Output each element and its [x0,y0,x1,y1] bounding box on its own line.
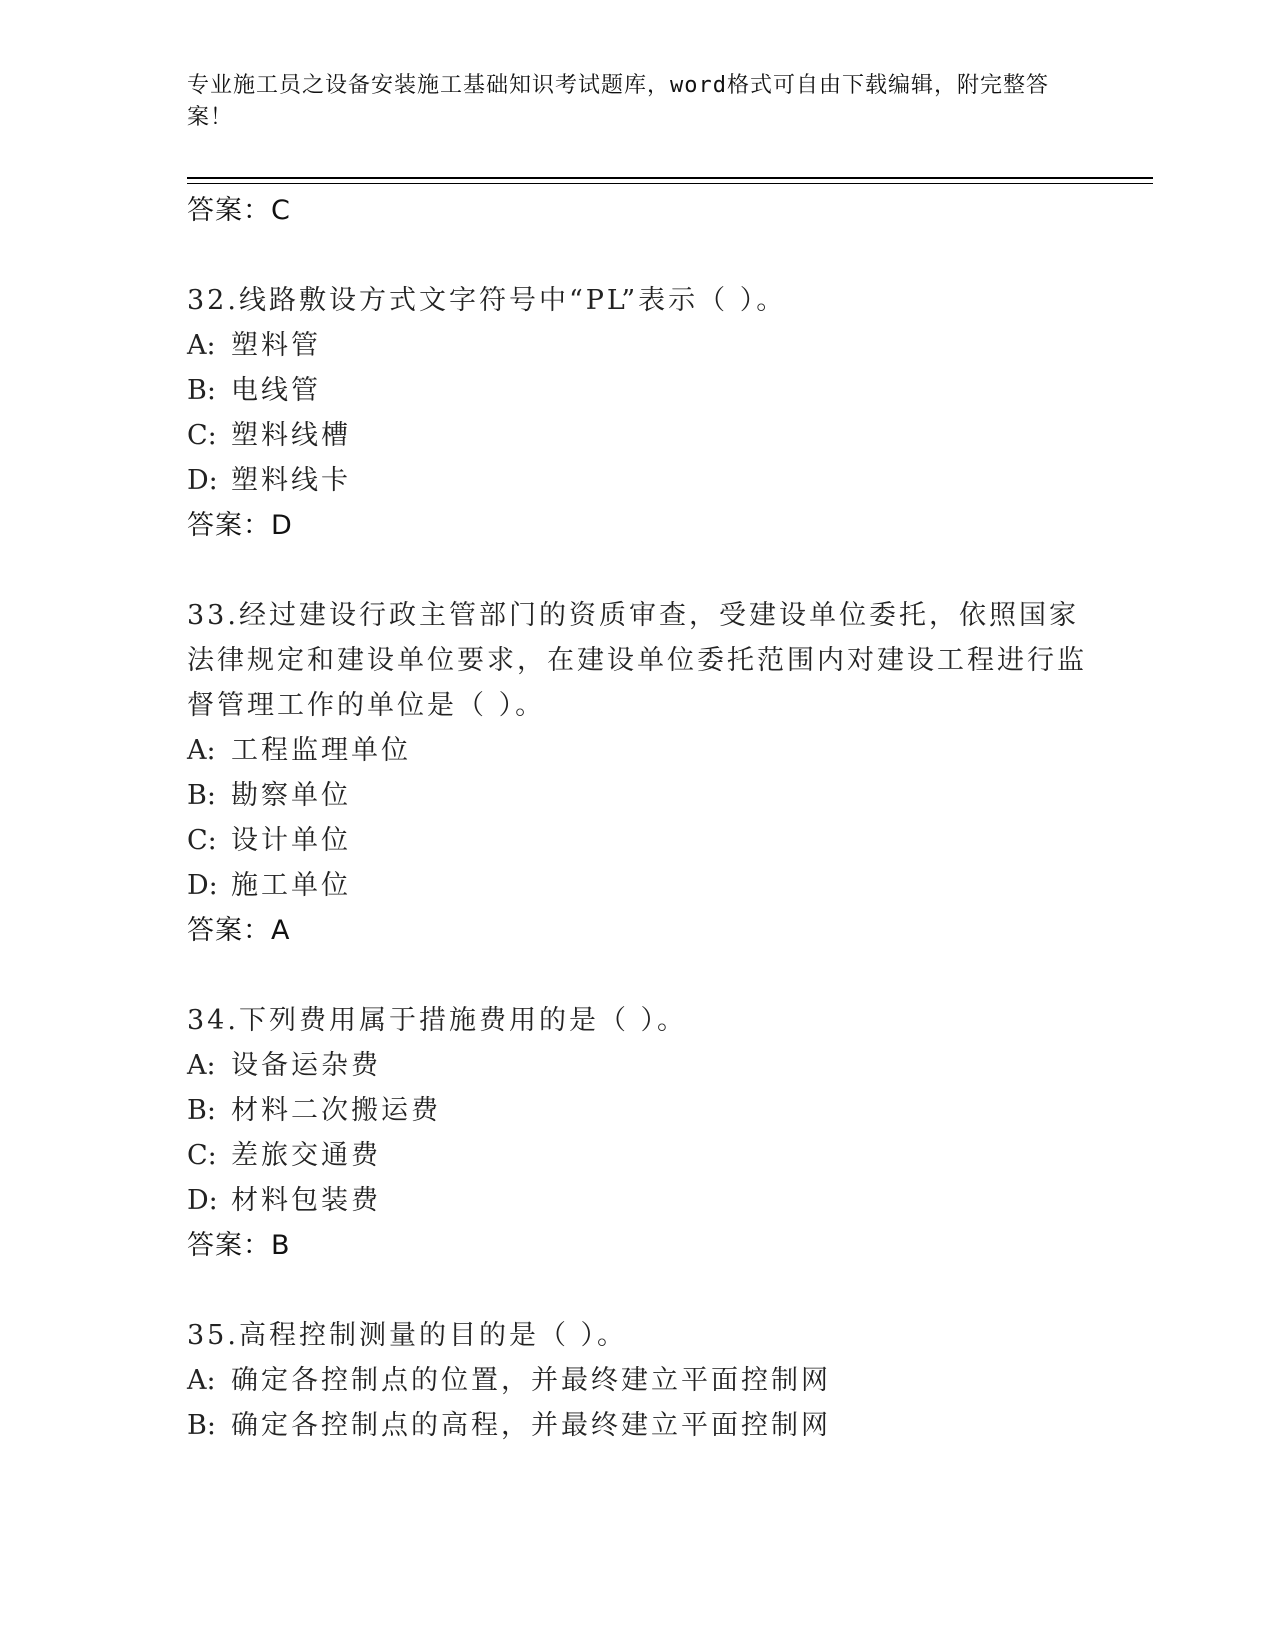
document-header: 专业施工员之设备安装施工基础知识考试题库，word格式可自由下载编辑，附完整答案！ [187,73,1049,130]
option-text: 塑料线槽 [231,420,351,451]
answer-line: 答案：B [187,1230,291,1261]
option-key: B: [187,1410,216,1441]
option-text: 塑料线卡 [231,465,351,496]
option-text: 塑料管 [231,330,321,361]
option-a [187,1043,1087,1088]
option-a [187,728,1087,773]
option-key: A: [187,330,216,361]
option-text: 确定各控制点的位置，并最终建立平面控制网 [231,1365,831,1396]
question-block [187,278,1087,549]
spacer [187,954,1087,998]
option-text: 工程监理单位 [231,735,411,766]
option-text: 设备运杂费 [231,1050,381,1081]
option-b [187,368,1087,413]
question-block [187,1313,1087,1448]
question-stem: 32.线路敷设方式文字符号中“PL”表示（ ）。 [187,285,787,316]
option-text: 差旅交通费 [231,1140,381,1171]
question-block [187,998,1087,1269]
answer-line: 答案：A [187,915,291,946]
option-key: B: [187,375,216,406]
option-text: 电线管 [231,375,321,406]
spacer [187,1269,1087,1313]
option-key: D: [187,1185,218,1216]
option-key: C: [187,825,217,856]
option-a [187,323,1087,368]
question-stem: 35.高程控制测量的目的是（ ）。 [187,1320,628,1351]
question-stem: 33.经过建设行政主管部门的资质审查，受建设单位委托，依照国家法律规定和建设单位要求，在建设单位委托范围内对建设工程进行监督管理工作的单位是（ ）。 [187,600,1087,721]
option-key: B: [187,780,216,811]
option-c [187,818,1087,863]
option-text: 勘察单位 [231,780,351,811]
question-block [187,593,1087,954]
option-c [187,1133,1087,1178]
header-rule-thin [187,183,1153,184]
option-text: 材料包装费 [231,1185,381,1216]
option-key: A: [187,1365,216,1396]
option-text: 材料二次搬运费 [231,1095,441,1126]
answer-line: 答案：D [187,510,293,541]
option-key: A: [187,1050,216,1081]
option-b [187,1088,1087,1133]
option-key: A: [187,735,216,766]
option-d [187,863,1087,908]
option-a [187,1358,1087,1403]
question-stem: 34.下列费用属于措施费用的是（ ）。 [187,1005,688,1036]
option-key: D: [187,465,218,496]
header-rule-thick [187,177,1153,179]
option-key: B: [187,1095,216,1126]
option-d [187,458,1087,503]
option-d [187,1178,1087,1223]
option-b [187,773,1087,818]
option-b [187,1403,1087,1448]
option-text: 设计单位 [231,825,351,856]
spacer [187,234,1087,278]
spacer [187,549,1087,593]
answer-line: 答案：C [187,195,291,226]
option-text: 施工单位 [231,870,351,901]
option-key: C: [187,420,217,451]
question-list [187,188,1087,1448]
option-c [187,413,1087,458]
option-text: 确定各控制点的高程，并最终建立平面控制网 [231,1410,831,1441]
option-key: C: [187,1140,217,1171]
option-key: D: [187,870,218,901]
